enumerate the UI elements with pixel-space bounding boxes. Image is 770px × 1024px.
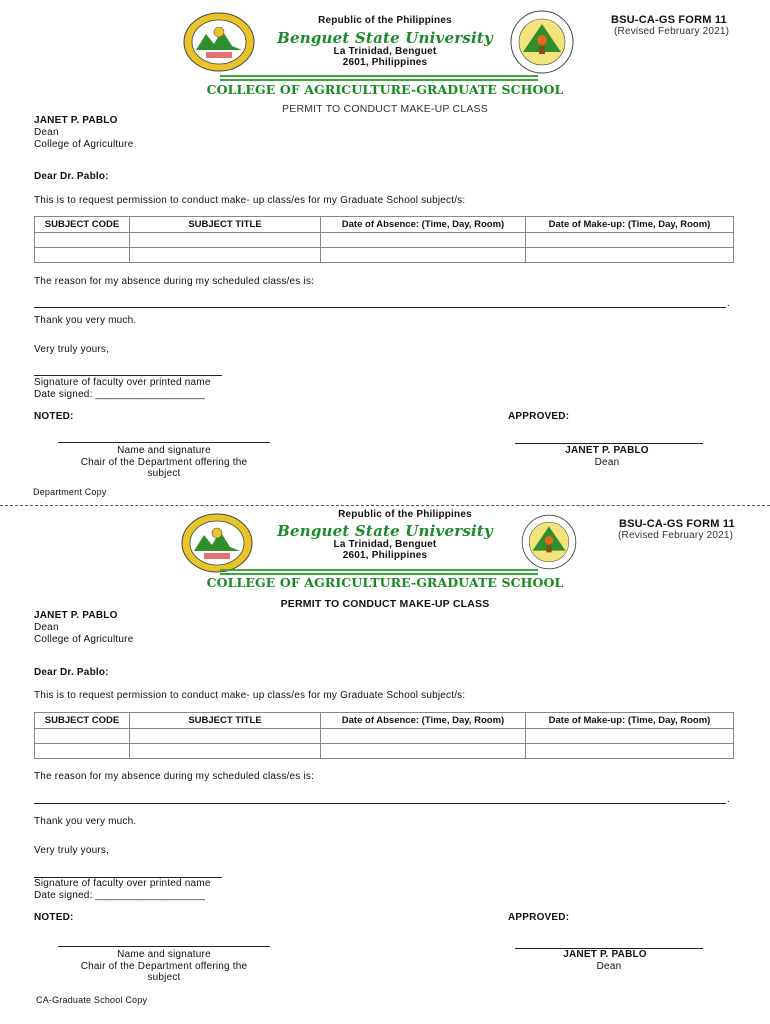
form-number: BSU-CA-GS FORM 11 — [619, 518, 735, 530]
copy-label-graduate-school: CA-Graduate School Copy — [36, 995, 148, 1005]
salutation: Dear Dr. Pablo: — [34, 667, 109, 678]
form-copy-bottom — [0, 505, 770, 1024]
cell-date-absence[interactable] — [321, 729, 526, 744]
college-title: COLLEGE OF AGRICULTURE-GRADUATE SCHOOL — [206, 82, 564, 97]
cell-subject-code[interactable] — [35, 729, 130, 744]
signature-label: Signature of faculty over printed name — [34, 878, 211, 889]
table-row — [35, 744, 734, 759]
addressee-office: College of Agriculture — [34, 139, 134, 150]
reason-text: The reason for my absence during my scheduled class/es is: — [34, 276, 315, 287]
signature-label: Signature of faculty over printed name — [34, 377, 211, 388]
approver-position: Dean — [594, 457, 620, 468]
table-header-row — [35, 713, 734, 729]
request-text: This is to request permission to conduct make- up class/es for my Graduate School subject/s: — [34, 195, 466, 206]
form-copy-top — [0, 0, 770, 505]
subject-table — [34, 216, 734, 263]
city-label: La Trinidad, Benguet — [333, 46, 437, 57]
permit-title: PERMIT TO CONDUCT MAKE-UP CLASS — [282, 103, 488, 115]
header-subject-code: SUBJECT CODE — [35, 217, 130, 233]
noted-line1: Name and signature — [117, 949, 211, 960]
header-subject-code: SUBJECT CODE — [35, 713, 130, 729]
cell-subject-title[interactable] — [130, 744, 321, 759]
city-label: La Trinidad, Benguet — [333, 539, 437, 550]
approver-name: JANET P. PABLO — [565, 445, 649, 456]
date-signed-label: Date signed: ___________________ — [34, 389, 205, 400]
approved-label: APPROVED: — [508, 912, 570, 923]
reason-text: The reason for my absence during my scheduled class/es is: — [34, 771, 315, 782]
college-seal-right-icon — [517, 511, 581, 573]
noted-signature-line[interactable] — [58, 442, 270, 443]
noted-line2: Chair of the Department offering the — [80, 961, 248, 972]
approver-position: Dean — [596, 961, 622, 972]
form-number: BSU-CA-GS FORM 11 — [611, 14, 727, 26]
addressee-name: JANET P. PABLO — [34, 610, 118, 621]
noted-label: NOTED: — [34, 411, 74, 422]
thanks-text: Thank you very much. — [34, 315, 137, 326]
header-date-absence: Date of Absence: (Time, Day, Room) — [321, 713, 526, 729]
header-date-makeup: Date of Make-up: (Time, Day, Room) — [526, 713, 734, 729]
copy-label-department: Department Copy — [33, 487, 107, 497]
table-row — [35, 233, 734, 248]
request-text: This is to request permission to conduct make- up class/es for my Graduate School subject/s: — [34, 690, 466, 701]
university-name: Benguet State University — [277, 522, 493, 540]
cell-date-absence[interactable] — [321, 233, 526, 248]
cell-subject-code[interactable] — [35, 233, 130, 248]
green-rule-1 — [220, 569, 538, 571]
table-row — [35, 248, 734, 263]
cell-date-makeup[interactable] — [526, 729, 734, 744]
republic-label: Republic of the Philippines — [318, 15, 452, 26]
noted-line3: subject — [147, 468, 181, 479]
cell-date-absence[interactable] — [321, 744, 526, 759]
approved-label: APPROVED: — [508, 411, 570, 422]
addressee-position: Dean — [34, 622, 59, 633]
cell-subject-code[interactable] — [35, 248, 130, 263]
bsu-seal-left-icon — [180, 513, 254, 573]
reason-line[interactable] — [34, 803, 726, 804]
cell-date-makeup[interactable] — [526, 233, 734, 248]
college-title: COLLEGE OF AGRICULTURE-GRADUATE SCHOOL — [206, 575, 564, 590]
permit-title: PERMIT TO CONDUCT MAKE-UP CLASS — [280, 598, 490, 610]
thanks-text: Thank you very much. — [34, 816, 137, 827]
green-rule-1 — [220, 75, 538, 77]
addressee-office: College of Agriculture — [34, 634, 134, 645]
subject-table — [34, 712, 734, 759]
noted-signature-line[interactable] — [58, 946, 270, 947]
cell-subject-title[interactable] — [130, 233, 321, 248]
noted-line1: Name and signature — [117, 445, 211, 456]
addressee-position: Dean — [34, 127, 59, 138]
noted-line2: Chair of the Department offering the — [80, 457, 248, 468]
cell-subject-title[interactable] — [130, 729, 321, 744]
cell-date-absence[interactable] — [321, 248, 526, 263]
header-date-makeup: Date of Make-up: (Time, Day, Room) — [526, 217, 734, 233]
revision-label: (Revised February 2021) — [614, 26, 730, 37]
addressee-name: JANET P. PABLO — [34, 115, 118, 126]
header-date-absence: Date of Absence: (Time, Day, Room) — [321, 217, 526, 233]
postal-label: 2601, Philippines — [342, 57, 428, 68]
table-row — [35, 729, 734, 744]
signature-line[interactable] — [34, 375, 222, 376]
cell-date-makeup[interactable] — [526, 744, 734, 759]
approver-name: JANET P. PABLO — [563, 949, 647, 960]
reason-end: . — [727, 794, 730, 805]
header-subject-title: SUBJECT TITLE — [130, 713, 321, 729]
noted-line3: subject — [147, 972, 181, 983]
republic-label: Republic of the Philippines — [338, 509, 472, 520]
university-name: Benguet State University — [277, 29, 493, 47]
revision-label: (Revised February 2021) — [618, 530, 734, 541]
approver-signature-line[interactable] — [515, 443, 703, 444]
table-header-row — [35, 217, 734, 233]
cell-date-makeup[interactable] — [526, 248, 734, 263]
cell-subject-code[interactable] — [35, 744, 130, 759]
reason-end: . — [727, 298, 730, 309]
college-seal-right-icon — [505, 10, 579, 74]
green-rule-2 — [220, 79, 538, 81]
noted-label: NOTED: — [34, 912, 74, 923]
closing-text: Very truly yours, — [34, 845, 110, 856]
bsu-seal-left-icon — [182, 12, 256, 72]
reason-line[interactable] — [34, 307, 726, 308]
closing-text: Very truly yours, — [34, 344, 110, 355]
postal-label: 2601, Philippines — [342, 550, 428, 561]
salutation: Dear Dr. Pablo: — [34, 171, 109, 182]
date-signed-label: Date signed: ___________________ — [34, 890, 205, 901]
header-subject-title: SUBJECT TITLE — [130, 217, 321, 233]
cell-subject-title[interactable] — [130, 248, 321, 263]
